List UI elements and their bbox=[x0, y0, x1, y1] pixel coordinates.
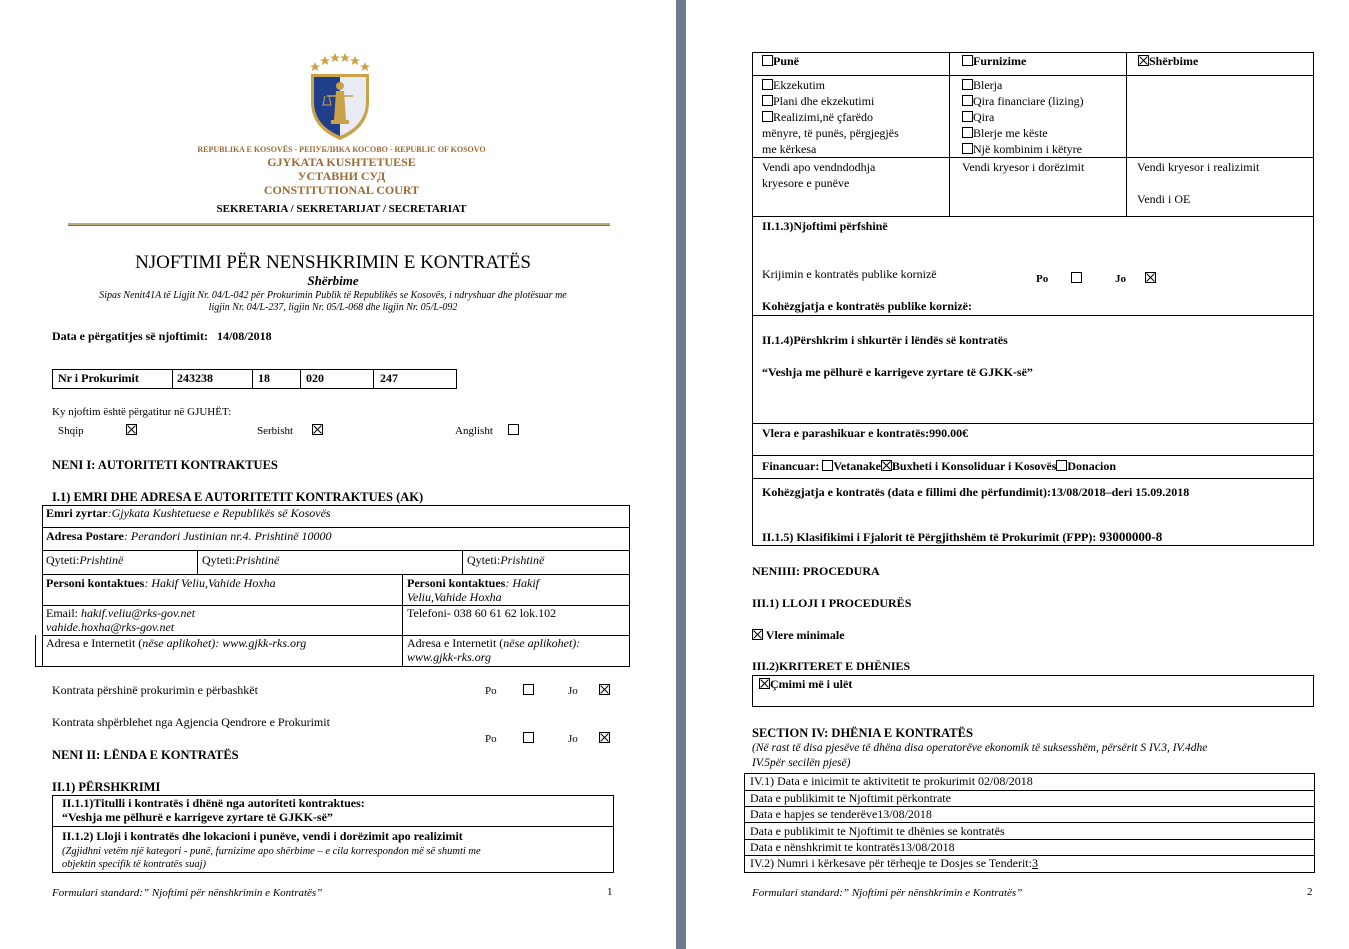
footer-text: Formulari standard:” Njoftimi për nënshkrimin e Kontratës” bbox=[52, 887, 323, 899]
financing-option-label: Donacion bbox=[1067, 459, 1117, 473]
works-option-label: Plani dhe ekzekutimi bbox=[773, 94, 875, 108]
tender-requests-value: 3 bbox=[1031, 856, 1038, 870]
contact-person-left bbox=[46, 577, 276, 591]
joint-procurement-text: Kontrata përshinë prokurimin e përbashkët bbox=[52, 683, 258, 697]
city-label: Qyteti: bbox=[202, 553, 236, 567]
page-subtitle: Shërbime bbox=[307, 273, 359, 288]
service-location-value: Vendi i OE bbox=[1137, 192, 1191, 206]
page-gutter bbox=[676, 0, 686, 949]
supply-option-label: Një kombinim i këtyre bbox=[973, 142, 1082, 156]
procurement-number-part: 247 bbox=[380, 371, 398, 385]
cpv-value: 93000000-8 bbox=[1099, 529, 1163, 544]
jo-label: Jo bbox=[568, 733, 578, 745]
central-agency-jo bbox=[568, 732, 610, 746]
award-criteria bbox=[759, 678, 852, 692]
legal-basis-line-2: ligjin Nr. 04/L-237, ligjin Nr. 05/L-068 dhe ligjin Nr. 05/L-092 bbox=[208, 302, 458, 313]
supply-option bbox=[962, 95, 1084, 109]
works-option-cont: me kërkesa bbox=[762, 142, 817, 156]
works-option bbox=[762, 95, 874, 109]
contract-duration: Kohëzgjatja e kontratës (data e fillimi dhe përfundimit):13/08/2018–deri 15.09.2018 bbox=[762, 485, 1190, 499]
procurement-number-part: 020 bbox=[306, 371, 324, 385]
document-page-2 bbox=[686, 0, 1349, 949]
secretariat-line: SEKRETARIA / SEKRETARIJAT / SECRETARIAT bbox=[216, 203, 467, 215]
supply-option bbox=[962, 79, 1002, 93]
section-4-note-2: IV.5për secilën pjesë) bbox=[752, 757, 851, 769]
internet-link-right[interactable]: www.gjkk-rks.org bbox=[407, 650, 491, 664]
framework-jo-checkbox[interactable] bbox=[1145, 272, 1156, 283]
ii12-note-1: (Zgjidhni vetëm një kategori - punë, furnizime apo shërbime – e cila korrespondon më së shumti me bbox=[62, 846, 481, 857]
postal-address-value: : Perandori Justinian nr.4. Prishtinë 10000 bbox=[123, 529, 332, 543]
section-1-title: NENI I: AUTORITETI KONTRAKTUES bbox=[52, 458, 278, 472]
email-link[interactable]: hakif.veliu@rks-gov.net bbox=[81, 606, 196, 620]
contact-person-right bbox=[407, 577, 539, 591]
works-location: Vendi apo vendndodhja bbox=[762, 160, 876, 174]
ii12-note-2: objektin specifik të kontratës suaj) bbox=[62, 859, 207, 870]
city-cell bbox=[467, 554, 544, 568]
procurement-number-part: 243238 bbox=[177, 371, 213, 385]
works-location-cont: kryesore e punëve bbox=[762, 176, 850, 190]
po-label: Po bbox=[1036, 273, 1049, 285]
section-1-1-title: I.1) EMRI DHE ADRESA E AUTORITETIT KONTRAKTUES (AK) bbox=[52, 490, 424, 504]
central-agency-po bbox=[485, 732, 534, 746]
section-4-title: SECTION IV: DHËNIA E KONTRATËS bbox=[752, 726, 973, 740]
email-link-2[interactable]: vahide.hoxha@rks-gov.net bbox=[46, 620, 175, 634]
financing-option-label: Vetanake bbox=[833, 459, 881, 473]
language-shqip-checkbox[interactable] bbox=[126, 424, 137, 435]
internet-label: Adresa e Internetit ( bbox=[407, 636, 504, 650]
framework-jo bbox=[1115, 272, 1156, 286]
ii14-value: “Veshja me pëlhurë e karrigeve zyrtare të GJKK-së” bbox=[762, 365, 1033, 379]
contact-label: Personi kontaktues bbox=[46, 576, 145, 590]
central-agency-text: Kontrata shpërblehet nga Agjencia Qendrore e Prokurimit bbox=[52, 715, 330, 729]
ii13-title: II.1.3)Njoftimi përfshinë bbox=[762, 219, 888, 233]
preparation-date-label: Data e përgatitjes së njoftimit: bbox=[52, 329, 208, 343]
supply-location: Vendi kryesor i dorëzimit bbox=[962, 160, 1085, 174]
cpv-label: II.1.5) Klasifikimi i Fjalorit të Përgjithshëm të Prokurimit (FPP): bbox=[762, 530, 1097, 544]
criteria-checkbox[interactable] bbox=[759, 678, 770, 689]
award-table-row: IV.1) Data e inicimit te aktivitetit te prokurimit 02/08/2018 bbox=[750, 774, 1033, 788]
language-anglisht-checkbox[interactable] bbox=[508, 424, 519, 435]
court-name-en: CONSTITUTIONAL COURT bbox=[263, 183, 420, 197]
supply-option bbox=[962, 127, 1048, 141]
header-divider bbox=[68, 223, 610, 226]
financing-donation-checkbox[interactable] bbox=[1056, 460, 1067, 471]
framework-text: Krijimin e kontratës publike kornizë bbox=[762, 267, 937, 281]
section-3-title: NENIIII: PROCEDURA bbox=[752, 564, 880, 578]
works-option-checkbox[interactable] bbox=[762, 79, 773, 90]
contact-value: : Hakif Veliu,Vahide Hoxha bbox=[144, 576, 276, 590]
city-label: Qyteti: bbox=[467, 553, 501, 567]
jo-label: Jo bbox=[568, 685, 578, 697]
internet-suffix: ): bbox=[572, 636, 581, 650]
city-cell bbox=[202, 554, 279, 568]
city-value: Prishtinë bbox=[500, 553, 545, 567]
internet-link[interactable]: ): www.gjkk-rks.org bbox=[211, 636, 307, 650]
court-name-sr: УСТАВНИ СУД bbox=[297, 169, 386, 183]
procedure-label: Vlere minimale bbox=[765, 628, 845, 642]
legal-basis-line-1: Sipas Nenit41A të Ligjit Nr. 04/L-042 për Prokurimin Publik të Republikës se Kosovës, i ndryshuar dhe plotësuar me bbox=[99, 290, 567, 301]
works-option-label: Ekzekutim bbox=[773, 78, 825, 92]
jo-label: Jo bbox=[1115, 273, 1126, 285]
language-serbisht bbox=[257, 424, 323, 438]
ii12-title: II.1.2) Lloji i kontratës dhe lokacioni i punëve, vendi i dorëzimit apo realizimit bbox=[62, 829, 463, 843]
financing-label: Financuar: bbox=[762, 459, 820, 473]
financing-vetanake-checkbox[interactable] bbox=[822, 460, 833, 471]
framework-po-checkbox[interactable] bbox=[1071, 272, 1082, 283]
section-2-1-title: II.1) PËRSHKRIMI bbox=[52, 780, 161, 794]
service-location: Vendi kryesor i realizimit bbox=[1137, 160, 1260, 174]
section-3-1-title: III.1) LLOJI I PROCEDURËS bbox=[752, 596, 912, 610]
ii11-title: II.1.1)Titulli i kontratës i dhënë nga autoriteti kontraktues: bbox=[62, 796, 365, 810]
languages-label: Ky njoftim është përgatitur në GJUHËT: bbox=[52, 406, 232, 418]
central-agency-po-checkbox[interactable] bbox=[523, 732, 534, 743]
page-number: 2 bbox=[1307, 886, 1313, 898]
official-name-value: :Gjykata Kushtetuese e Republikës së Kosovës bbox=[107, 506, 331, 520]
supply-option bbox=[962, 111, 994, 125]
section-4-note-1: (Në rast të disa pjesëve të dhëna disa operatorëve ekonomik të suksesshëm, përsërit S IV.3, IV.4dhe bbox=[752, 742, 1208, 754]
works-option-checkbox[interactable] bbox=[762, 111, 773, 122]
city-label: Qyteti: bbox=[46, 553, 80, 567]
estimated-value bbox=[762, 427, 968, 441]
financing-budget-checkbox[interactable] bbox=[881, 460, 892, 471]
category-pune-checkbox[interactable] bbox=[762, 55, 773, 66]
contact-value: : Hakif bbox=[505, 576, 539, 590]
official-name-label: Emri zyrtar bbox=[46, 506, 108, 520]
supply-option-checkbox[interactable] bbox=[962, 143, 973, 154]
supply-option-checkbox[interactable] bbox=[962, 111, 973, 122]
estimated-value-label: Vlera e parashikuar e kontratës: bbox=[762, 426, 930, 440]
works-option bbox=[762, 79, 825, 93]
award-table-row: Data e publikimit te Njoftimit te dhënies se kontratës bbox=[750, 824, 1005, 838]
internet-label: Adresa e Internetit ( bbox=[46, 636, 143, 650]
category-furnizime-checkbox[interactable] bbox=[962, 55, 973, 66]
internet-hint: nëse aplikohet bbox=[503, 636, 573, 650]
preparation-date bbox=[52, 330, 272, 344]
contact-person-right-cont: Veliu,Vahide Hoxha bbox=[407, 590, 502, 604]
works-option-checkbox[interactable] bbox=[762, 95, 773, 106]
footer-text: Formulari standard:” Njoftimi për nënshkrimin e Kontratës” bbox=[752, 887, 1023, 899]
language-shqip bbox=[58, 424, 137, 438]
section-2-title: NENI II: LËNDA E KONTRATËS bbox=[52, 748, 239, 762]
works-option-cont: mënyre, të punës, përgjegjës bbox=[762, 126, 899, 140]
works-option bbox=[762, 111, 873, 125]
email-label: Email: bbox=[46, 606, 78, 620]
language-serbisht-checkbox[interactable] bbox=[312, 424, 323, 435]
joint-procurement-jo-checkbox[interactable] bbox=[599, 684, 610, 695]
category-sherbime bbox=[1138, 55, 1198, 69]
kosovo-emblem-icon bbox=[305, 50, 375, 142]
category-label: Furnizime bbox=[973, 54, 1027, 68]
language-name: Shqip bbox=[58, 425, 84, 437]
supply-option-checkbox[interactable] bbox=[962, 127, 973, 138]
internet-hint: nëse aplikohet bbox=[142, 636, 212, 650]
section-3-2-title: III.2)KRITERET E DHËNIES bbox=[752, 659, 911, 673]
supply-option-checkbox[interactable] bbox=[962, 79, 973, 90]
republic-line: REPUBLIKA E KOSOVËS - РЕПУБЛИКА КОСОВО - REPUBLIC OF KOSOVO bbox=[197, 145, 486, 154]
official-name bbox=[46, 507, 331, 521]
city-value: Prishtinë bbox=[235, 553, 280, 567]
award-table-row: Data e nënshkrimit te kontratës13/08/2018 bbox=[750, 840, 955, 854]
award-table-row: Data e publikimit te Njoftimit përkontrate bbox=[750, 791, 951, 805]
joint-procurement-po bbox=[485, 684, 534, 698]
category-furnizime bbox=[962, 55, 1026, 69]
language-name: Serbisht bbox=[257, 425, 294, 437]
award-table-row: Data e hapjes se tenderëve13/08/2018 bbox=[750, 807, 932, 821]
supply-option-label: Blerje me këste bbox=[973, 126, 1048, 140]
category-label: Punë bbox=[773, 54, 800, 68]
internet-address-right bbox=[407, 637, 580, 651]
central-agency-jo-checkbox[interactable] bbox=[599, 732, 610, 743]
city-cell bbox=[46, 554, 123, 568]
category-pune bbox=[762, 55, 799, 69]
preparation-date-value: 14/08/2018 bbox=[216, 329, 272, 343]
joint-procurement-po-checkbox[interactable] bbox=[523, 684, 534, 695]
language-anglisht bbox=[455, 424, 519, 438]
page-number: 1 bbox=[607, 886, 613, 898]
supply-option-label: Qira financiare (lizing) bbox=[973, 94, 1084, 108]
city-value: Prishtinë bbox=[79, 553, 124, 567]
po-label: Po bbox=[485, 733, 497, 745]
procedure-type bbox=[752, 629, 845, 643]
framework-po bbox=[1036, 272, 1082, 286]
phone: Telefoni- 038 60 61 62 lok.102 bbox=[407, 606, 557, 620]
email bbox=[46, 607, 195, 621]
procurement-number-label: Nr i Prokurimit bbox=[58, 371, 139, 385]
criteria-label: Çmimi më i ulët bbox=[770, 677, 853, 691]
procedure-checkbox[interactable] bbox=[752, 629, 763, 640]
works-option-label: Realizimi,në çfarëdo bbox=[773, 110, 873, 124]
category-sherbime-checkbox[interactable] bbox=[1138, 55, 1149, 66]
framework-duration: Kohëzgjatja e kontratës publike kornizë: bbox=[762, 299, 972, 313]
postal-address-label: Adresa Postare bbox=[46, 529, 124, 543]
tender-requests-label: IV.2) Numri i kërkesave për tërheqje te Dosjes se Tenderit: bbox=[750, 856, 1032, 870]
po-label: Po bbox=[485, 685, 497, 697]
estimated-value-amount: 990.00€ bbox=[929, 426, 969, 440]
financing-option-label: Buxheti i Konsoliduar i Kosovës bbox=[891, 459, 1057, 473]
cpv-code bbox=[762, 530, 1162, 545]
ii14-title: II.1.4)Përshkrim i shkurtër i lëndës së kontratës bbox=[762, 333, 1008, 347]
contact-label: Personi kontaktues bbox=[407, 576, 506, 590]
internet-address-left bbox=[46, 637, 306, 651]
joint-procurement-jo bbox=[568, 684, 610, 698]
tender-requests-row bbox=[750, 857, 1038, 871]
postal-address bbox=[46, 530, 332, 544]
page-title: NJOFTIMI PËR NENSHKRIMIN E KONTRATËS bbox=[135, 252, 531, 273]
ii11-value: “Veshja me pëlhurë e karrigeve zyrtare të GJKK-së” bbox=[62, 810, 333, 824]
category-label: Shërbime bbox=[1149, 54, 1199, 68]
supply-option-label: Blerja bbox=[973, 78, 1003, 92]
supply-option-checkbox[interactable] bbox=[962, 95, 973, 106]
supply-option-label: Qira bbox=[973, 110, 995, 124]
supply-option bbox=[962, 143, 1082, 157]
financing-row bbox=[762, 460, 1116, 474]
language-name: Anglisht bbox=[455, 425, 493, 437]
court-name-sq: GJYKATA KUSHTETUESE bbox=[267, 155, 416, 169]
procurement-number-part: 18 bbox=[258, 371, 270, 385]
